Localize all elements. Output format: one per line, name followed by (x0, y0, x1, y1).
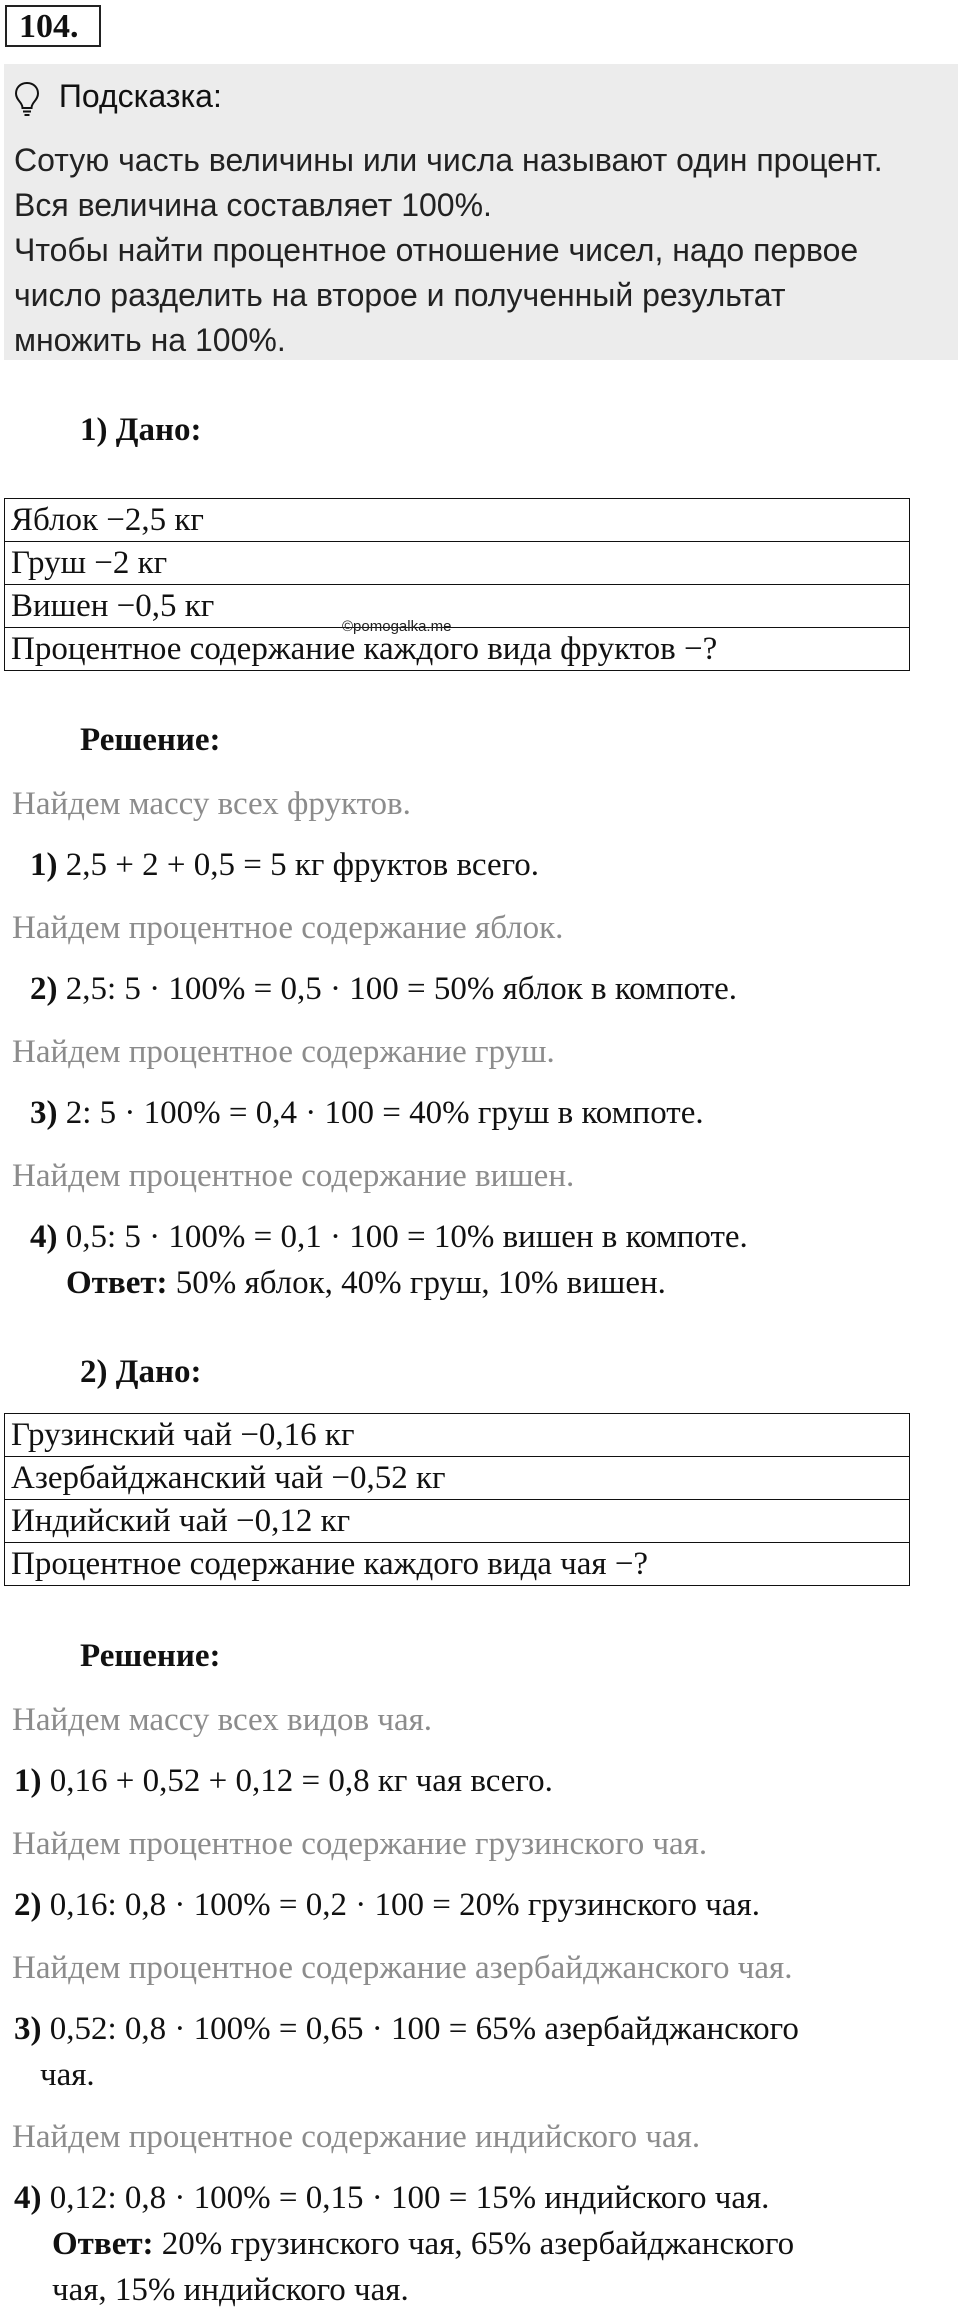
step-text: 0,5: 5 · 100% = 0,1 · 100 = 10% вишен в компоте. (65, 1219, 748, 1255)
hint-panel (4, 64, 958, 360)
step-line (14, 1883, 760, 1927)
answer-text: 50% яблок, 40% груш, 10% вишен. (167, 1265, 666, 1301)
answer-continuation: чая, 15% индийского чая. (52, 2272, 409, 2308)
hint-header (14, 76, 222, 117)
step-text: 0,16 + 0,52 + 0,12 = 0,8 кг чая всего. (49, 1763, 553, 1799)
part1-given-header: 1) Дано: (80, 412, 202, 448)
given-row: Процентное содержание каждого вида чая −? (5, 1543, 910, 1586)
part2-solution-header: Решение: (80, 1638, 221, 1674)
answer-line (52, 2222, 794, 2266)
step-number: 3) (14, 2011, 42, 2047)
part1-given-table (4, 498, 910, 671)
step-line (14, 2007, 799, 2051)
answer-line (66, 1261, 666, 1305)
given-row: Груш −2 кг (5, 542, 910, 585)
given-row: Азербайджанский чай −0,52 кг (5, 1457, 910, 1500)
part2-given-table (4, 1413, 910, 1586)
answer-text: 20% грузинского чая, 65% азербайджанского (153, 2226, 795, 2262)
step-continuation: чая. (40, 2057, 95, 2093)
step-note: Найдем процентное содержание индийского чая. (12, 2119, 701, 2155)
given-row: Яблок −2,5 кг (5, 499, 910, 542)
step-line (30, 843, 539, 887)
hint-line: Чтобы найти процентное отношение чисел, надо первое (14, 232, 859, 268)
step-line (30, 1215, 748, 1259)
given-row: Индийский чай −0,12 кг (5, 1500, 910, 1543)
step-line (14, 1759, 553, 1803)
step-note: Найдем процентное содержание азербайджанского чая. (12, 1950, 793, 1986)
hint-text (14, 138, 954, 363)
watermark: ©pomogalka.me (342, 618, 452, 635)
answer-label: Ответ: (52, 2226, 154, 2262)
given-row: Вишен −0,5 кг (5, 585, 910, 628)
step-number: 1) (14, 1763, 42, 1799)
step-line (14, 2176, 769, 2220)
hint-line: множить на 100%. (14, 322, 286, 358)
hint-title: Подсказка: (58, 78, 222, 114)
hint-line: Сотую часть величины или числа называют один процент. (14, 142, 883, 178)
step-number: 2) (30, 971, 58, 1007)
step-number: 4) (14, 2180, 42, 2216)
step-text: 2,5 + 2 + 0,5 = 5 кг фруктов всего. (65, 847, 540, 883)
step-number: 2) (14, 1887, 42, 1923)
answer-label: Ответ: (66, 1265, 168, 1301)
step-number: 4) (30, 1219, 58, 1255)
step-text: 2: 5 · 100% = 0,4 · 100 = 40% груш в компоте. (65, 1095, 704, 1131)
step-number: 3) (30, 1095, 58, 1131)
part1-solution-header: Решение: (80, 722, 221, 758)
step-text: 0,12: 0,8 · 100% = 0,15 · 100 = 15% индийского чая. (49, 2180, 770, 2216)
task-number: 104. (5, 5, 101, 47)
step-note: Найдем массу всех фруктов. (12, 786, 411, 822)
hint-line: Вся величина составляет 100%. (14, 187, 492, 223)
step-note: Найдем массу всех видов чая. (12, 1702, 433, 1738)
step-note: Найдем процентное содержание яблок. (12, 910, 564, 946)
step-line (30, 1091, 704, 1135)
step-number: 1) (30, 847, 58, 883)
step-text: 0,16: 0,8 · 100% = 0,2 · 100 = 20% грузинского чая. (49, 1887, 760, 1923)
part2-given-header: 2) Дано: (80, 1354, 202, 1390)
step-line (30, 967, 737, 1011)
given-row: Процентное содержание каждого вида фруктов −? (5, 628, 910, 671)
step-note: Найдем процентное содержание груш. (12, 1034, 555, 1070)
step-text: 0,52: 0,8 · 100% = 0,65 · 100 = 65% азербайджанского (49, 2011, 799, 2047)
lightbulb-icon (14, 78, 59, 114)
step-note: Найдем процентное содержание грузинского чая. (12, 1826, 708, 1862)
hint-line: число разделить на второе и полученный результат (14, 277, 786, 313)
given-row: Грузинский чай −0,16 кг (5, 1414, 910, 1457)
step-note: Найдем процентное содержание вишен. (12, 1158, 575, 1194)
step-text: 2,5: 5 · 100% = 0,5 · 100 = 50% яблок в компоте. (65, 971, 737, 1007)
